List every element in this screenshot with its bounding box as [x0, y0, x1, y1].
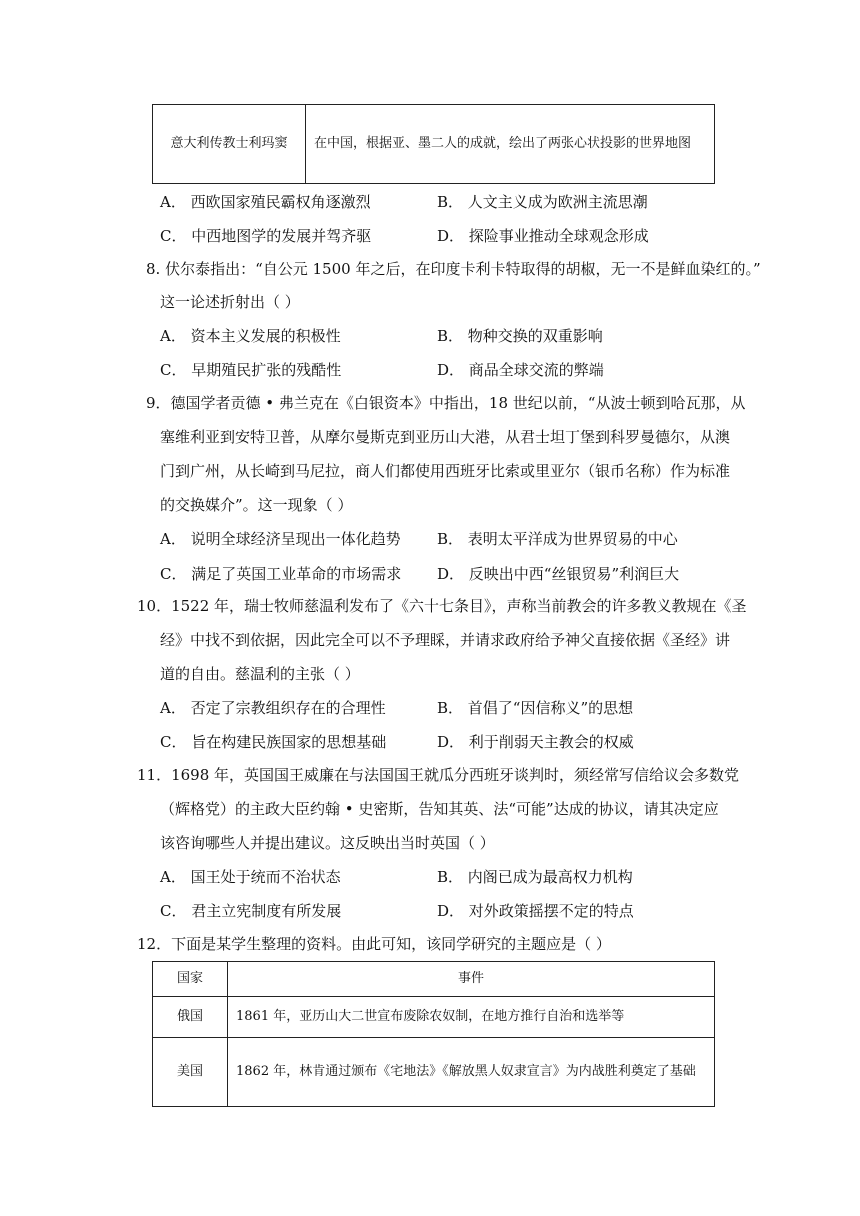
- table-cell-person: 意大利传教士利玛窦: [153, 105, 306, 184]
- table-row: [153, 997, 715, 1038]
- q10-option-a: A． 否定了宗教组织存在的合理性: [160, 699, 386, 717]
- q9-stem-line1: 9．德国学者贡德 • 弗兰克在《白银资本》中指出，18 世纪以前，“从波士顿到哈瓦那，从: [146, 394, 746, 412]
- q9-option-a: A． 说明全球经济呈现出一体化趋势: [160, 530, 401, 548]
- q7-option-c: C． 中西地图学的发展并驾齐驱: [160, 227, 372, 245]
- q7-option-b: B． 人文主义成为欧洲主流思潮: [437, 193, 648, 211]
- q9-stem-line2: 塞维利亚到安特卫普，从摩尔曼斯克到亚历山大港，从君士坦丁堡到科罗曼德尔，从澳: [160, 428, 731, 446]
- q8-stem-line2: 这一论述折射出（ ）: [160, 293, 300, 311]
- q11-option-b: B． 内阁已成为最高权力机构: [437, 868, 633, 886]
- q7-option-d: D． 探险事业推动全球观念形成: [437, 227, 649, 245]
- map-history-table: [152, 104, 715, 184]
- q10-option-b: B． 首倡了“因信称义”的思想: [437, 699, 634, 717]
- q11-option-d: D． 对外政策摇摆不定的特点: [437, 902, 634, 920]
- table-cell-country: 美国: [153, 1038, 228, 1107]
- q9-stem-line3: 门到广州，从长崎到马尼拉，商人们都使用西班牙比索或里亚尔（银币名称）作为标准: [160, 462, 731, 480]
- reform-events-table: [152, 961, 715, 1107]
- q9-option-d: D． 反映出中西“丝银贸易”利润巨大: [437, 565, 680, 583]
- table-header-country: 国家: [153, 962, 228, 997]
- table-header-row: [153, 962, 715, 997]
- q11-stem-line3: 该咨询哪些人并提出建议。这反映出当时英国（ ）: [160, 834, 495, 852]
- q11-option-a: A． 国王处于统而不治状态: [160, 868, 341, 886]
- table-cell-event: 1862 年，林肯通过颁布《宅地法》《解放黑人奴隶宣言》为内战胜利奠定了基础: [228, 1038, 715, 1107]
- q8-stem-line1: 8. 伏尔泰指出：“自公元 1500 年之后，在印度卡利卡特取得的胡椒，无一不是鲜血染红的。”: [146, 260, 761, 278]
- q10-option-c: C． 旨在构建民族国家的思想基础: [160, 733, 387, 751]
- table-row: [153, 1038, 715, 1107]
- q8-option-b: B． 物种交换的双重影响: [437, 327, 603, 345]
- table-cell-country: 俄国: [153, 997, 228, 1038]
- q9-option-c: C． 满足了英国工业革命的市场需求: [160, 565, 402, 583]
- table-row: [153, 105, 715, 184]
- q11-stem-line2: （辉格党）的主政大臣约翰 • 史密斯，告知其英、法“可能”达成的协议，请其决定应: [160, 800, 719, 818]
- q7-option-a: A． 西欧国家殖民霸权角逐激烈: [160, 193, 371, 211]
- q10-stem-line2: 经》中找不到依据，因此完全可以不予理睬，并请求政府给予神父直接依据《圣经》讲: [160, 631, 731, 649]
- q8-option-c: C． 早期殖民扩张的残酷性: [160, 361, 342, 379]
- q11-stem-line1: 11．1698 年，英国国王威廉在与法国国王就瓜分西班牙谈判时，须经常写信给议会多数党: [137, 766, 740, 784]
- q8-option-a: A． 资本主义发展的积极性: [160, 327, 341, 345]
- q9-option-b: B． 表明太平洋成为世界贸易的中心: [437, 530, 678, 548]
- q12-stem-line1: 12．下面是某学生整理的资料。由此可知，该同学研究的主题应是（ ）: [137, 935, 611, 953]
- q11-option-c: C． 君主立宪制度有所发展: [160, 902, 342, 920]
- q10-option-d: D． 利于削弱天主教会的权威: [437, 733, 634, 751]
- q8-option-d: D． 商品全球交流的弊端: [437, 361, 604, 379]
- q10-stem-line1: 10．1522 年，瑞士牧师慈温利发布了《六十七条目》，声称当前教会的许多教义教规在《圣: [137, 597, 747, 615]
- q9-stem-line4: 的交换媒介”。这一现象（ ）: [160, 496, 353, 514]
- table-header-event: 事件: [228, 962, 715, 997]
- q10-stem-line3: 道的自由。慈温利的主张（ ）: [160, 665, 360, 683]
- table-cell-achievement: 在中国，根据亚、墨二人的成就，绘出了两张心状投影的世界地图: [306, 105, 715, 184]
- table-cell-event: 1861 年，亚历山大二世宣布废除农奴制，在地方推行自治和选举等: [228, 997, 715, 1038]
